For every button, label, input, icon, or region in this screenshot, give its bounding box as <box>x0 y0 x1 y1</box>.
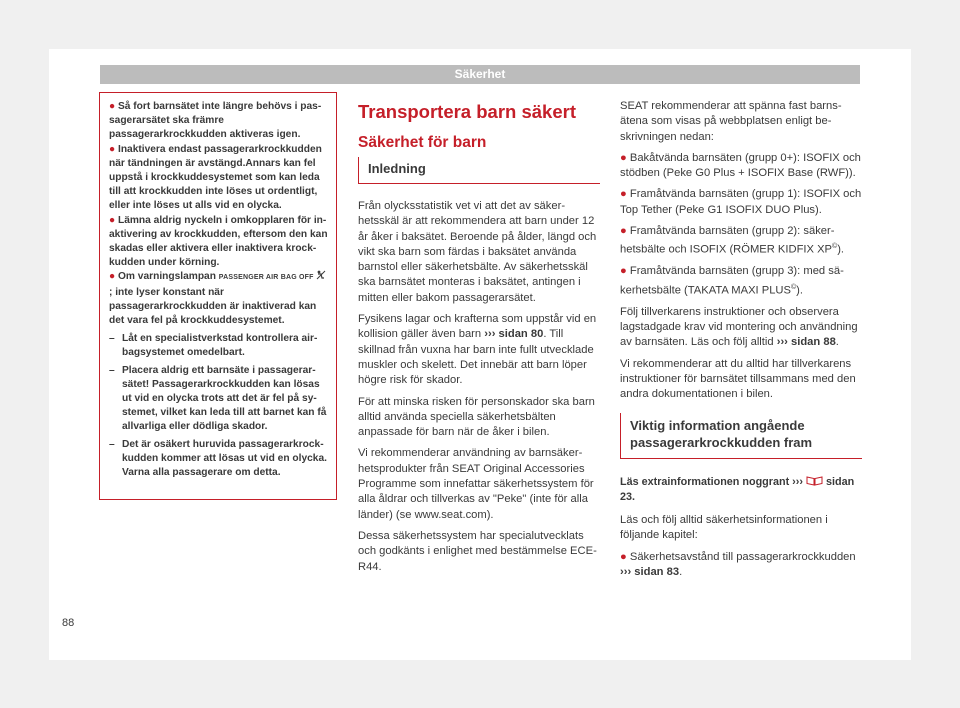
section-title: Säkerhet för barn <box>358 134 487 151</box>
heading-rule <box>358 157 359 183</box>
subsection-heading <box>620 417 862 459</box>
bullet-dot-icon: ● <box>109 143 118 155</box>
airbag-off-icon <box>316 270 326 280</box>
bullet-dot-icon: ● <box>620 265 630 278</box>
page-reference-link[interactable]: ››› sidan 83 <box>620 566 680 578</box>
warning-text: Inaktivera endast passagerarkrockkudden när tändningen är avstängd.Annars kan fel uppstå i krockkuddesystemet som kan leda till att krockkudden inte löses ut ordentligt, eller inte löses ut alls vid en olycka. <box>109 143 322 212</box>
page-number: 88 <box>62 617 75 629</box>
heading-rule <box>620 413 621 459</box>
paragraph: Fysikens lagar och krafterna som uppstår vid en kollision gäller även barn ››› sidan 80. Till skillnad från vuxna har barn inte fullt utvecklade muskler och skelett. Det innebär att barn löper högre risk för skador. <box>358 313 597 387</box>
list-item: ● Bakåtvända barnsäten (grupp 0+): ISOFIX och stödben (Peke G0 Plus + ISOFIX Base (RWF)). <box>620 151 861 180</box>
list-item: ● Säkerhetsavstånd till passagerarkrockkudden ››› sidan 83. <box>620 550 856 578</box>
seat-list <box>620 151 862 299</box>
warning-subitem: – Placera aldrig ett barnsäte i passagerarsätet! Passagerarkrockkudden kan lösas ut vid en olycka trots att det är fel på systemet, vilket kan leda till att barnet kan få allvarliga eller dödliga skador. <box>109 364 327 433</box>
list-item: ● Framåtvända barnsäten (grupp 3): med säkerhetsbälte (TAKATA MAXI PLUS©). <box>620 265 844 297</box>
page-reference-link[interactable]: sidan 23 <box>620 475 855 503</box>
bullet-dot-icon: ● <box>620 550 630 563</box>
bullet-dot-icon: ● <box>109 271 118 283</box>
warning-item <box>109 100 328 143</box>
paragraph: Vi rekommenderar användning av barnsäkerhetsprodukter från SEAT Original Accessories Programme som innefattar säkerhetssystem för alla åldrar och tillverkas av "Peke" (inte för alla länder) (se www.seat.com). <box>358 447 594 521</box>
list-item: ● Framåtvända barnsäten (grupp 1): ISOFIX och Top Tether (Peke G1 ISOFIX DUO Plus). <box>620 188 862 216</box>
warning-text: Så fort barnsätet inte längre behövs i passagerarsätet ska främre passagerarkrockkudden aktiveras igen. <box>109 101 322 141</box>
chapter-title: Transportera barn säkert <box>358 101 576 122</box>
subsection-title: Inledning <box>368 161 426 176</box>
bullet-dot-icon: ● <box>620 151 630 164</box>
warning-item <box>109 143 328 214</box>
chapter-list <box>620 550 862 581</box>
middle-column <box>358 100 600 581</box>
warning-box <box>99 92 337 500</box>
warning-list <box>109 100 328 480</box>
paragraph: För att minska risken för personskador ska barn alltid använda speciella säkerhetsbälten anpassade för barn när de åker i bilen. <box>358 395 595 439</box>
warning-item <box>109 270 328 480</box>
paragraph: SEAT rekommenderar att spänna fast barnsätena som visas på webbplatsen enligt beskrivningen nedan: <box>620 100 842 143</box>
subsection-title: Viktig information angående passagerarkrockkudden fram <box>630 417 813 451</box>
bullet-dot-icon: ● <box>620 188 630 201</box>
bullet-dot-icon: ● <box>620 225 630 238</box>
list-item: ● Framåtvända barnsäten (grupp 2): säkerhetsbälte och ISOFIX (RÖMER KIDFIX XP©). <box>620 225 845 257</box>
warning-text: ; inte lyser konstant när passagerarkrockkudden är inaktiverad kan det vara fel på krockkuddesystemet. <box>109 286 317 327</box>
bullet-dot-icon: ● <box>109 101 118 112</box>
paragraph: Dessa säkerhetssystem har specialutvecklats och godkänts i enlighet med bestämmelse ECE-R44. <box>358 529 597 573</box>
paragraph: Från olycksstatistik vet vi att det av säkerhetsskäl är att rekommendera att barn under 12 år åker i baksätet. Beroende på ålder, längd och vikt ska barn som färdas i baksätet använda barnstol eller säkerhetsbälte. Av säkerhetsskäl ska barnsätet monteras i baksätet, antingen i mitten eller bakom passagerarsätet. <box>358 200 597 304</box>
extra-info-note: Läs extrainformationen noggrant ››› sidan 23. <box>620 475 855 503</box>
paragraph: Vi rekommenderar att du alltid har tillverkarens instruktioner för barnsätet tillsammans med den andra dokumentationen i bilen. <box>620 357 856 401</box>
page-header: Säkerhet <box>100 65 860 84</box>
page-reference-link[interactable]: ››› sidan 80 <box>484 328 544 341</box>
warning-item <box>109 214 328 271</box>
page-reference-link[interactable]: ››› sidan 88 <box>776 336 836 349</box>
warning-text: Lämna aldrig nyckeln i omkopplaren för inaktivering av krockkudden, eftersom den kan skadas eller aktivera eller inaktivera krockkudden under körning. <box>109 214 328 269</box>
subsection-heading <box>358 159 600 184</box>
book-icon <box>806 475 823 486</box>
right-column <box>620 99 862 586</box>
warning-text: Om varningslampan <box>117 271 216 283</box>
bullet-dot-icon: ● <box>109 214 118 226</box>
warning-subitem: – Låt en specialistverkstad kontrollera airbagsystemet omedelbart. <box>109 333 318 359</box>
paragraph: Följ tillverkarens instruktioner och observera lagstadgade krav vid montering och användning av barnsäten. Läs och följ alltid ››› sidan 88. <box>620 305 858 349</box>
warning-sublist <box>109 332 328 480</box>
passenger-airbag-off-label: PASSENGER AIR BAG OFF <box>218 274 314 282</box>
paragraph: Läs och följ alltid säkerhetsinformationen i följande kapitel: <box>620 514 828 542</box>
warning-subitem: – Det är osäkert huruvida passagerarkrockkudden kommer att lösas ut vid en olycka. Varna alla passagerare om detta. <box>109 438 327 479</box>
